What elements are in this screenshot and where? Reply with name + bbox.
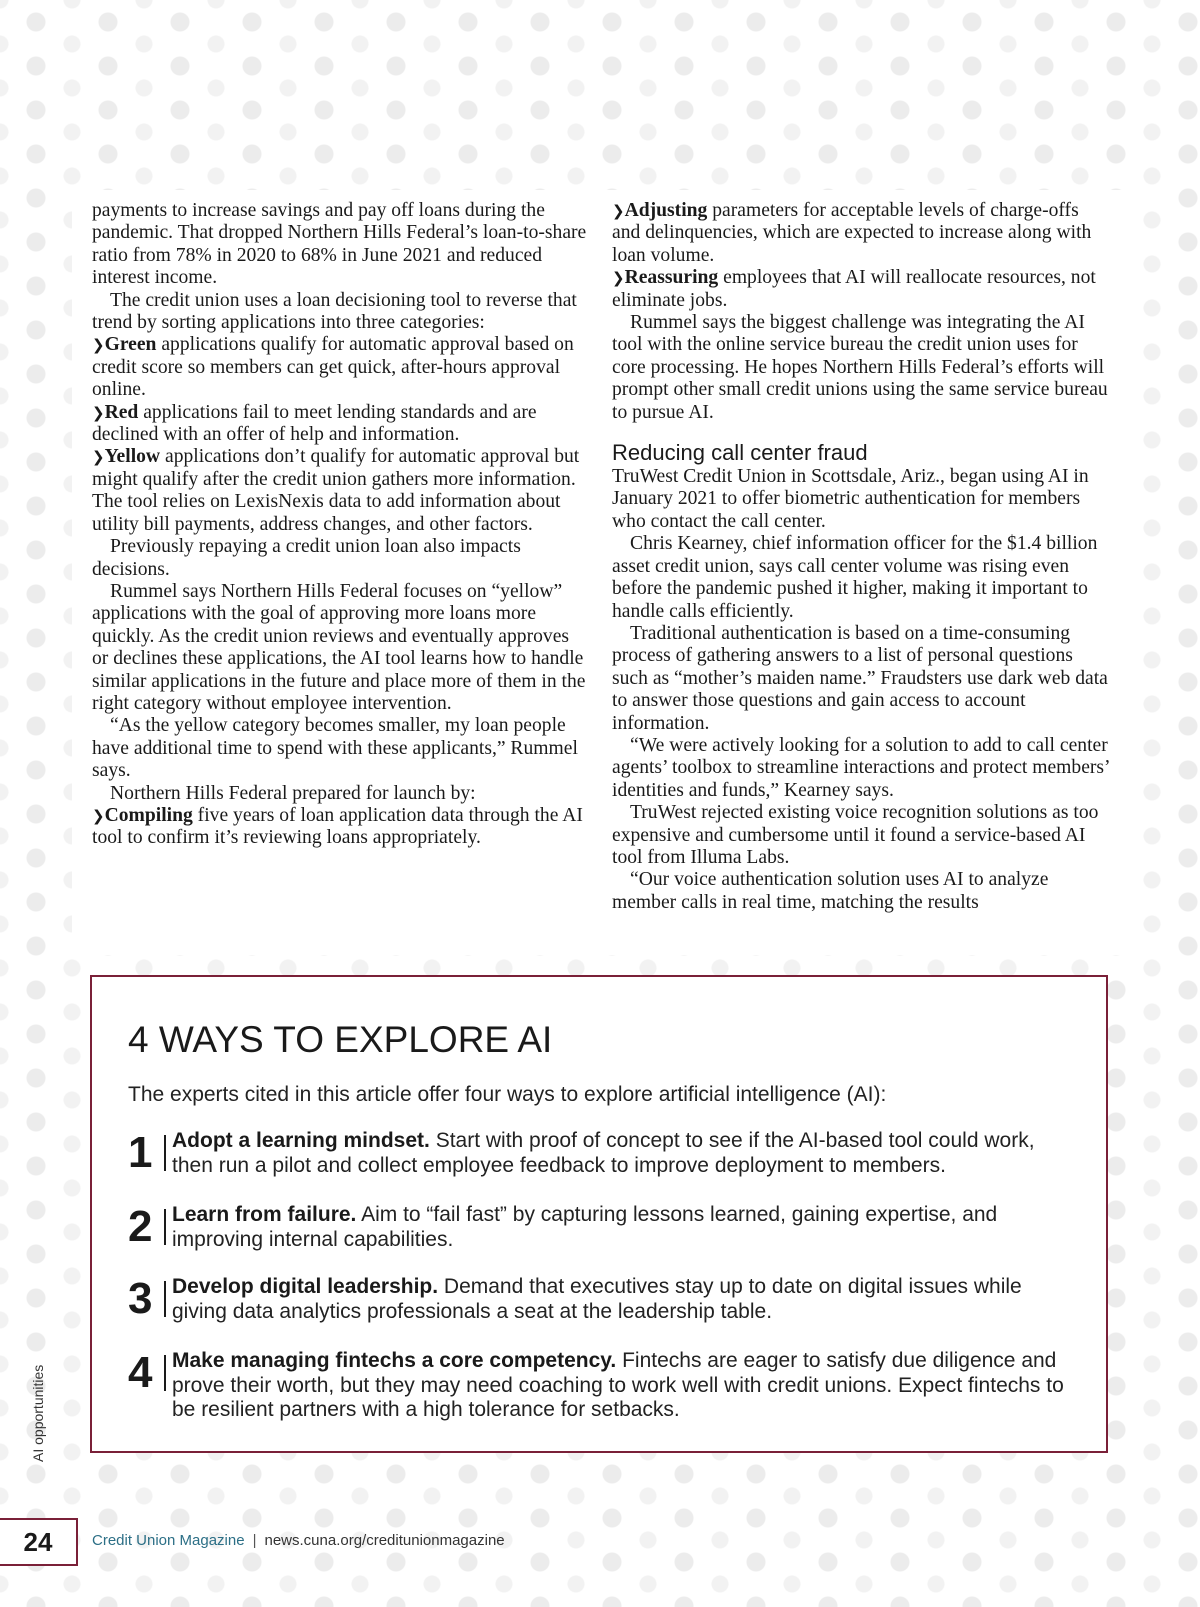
bullet-text: five years of loan application data through the AI tool to confirm it’s reviewing loans appropriately. bbox=[92, 804, 583, 849]
bullet-text: applications fail to meet lending standards and are declined with an offer of help and information. bbox=[92, 401, 537, 446]
paragraph: TruWest rejected existing voice recognition solutions as too expensive and cumbersome until it found a service-based AI tool from Illuma Labs. bbox=[612, 802, 1099, 868]
item-text bbox=[172, 1203, 1078, 1252]
item-text bbox=[172, 1275, 1078, 1324]
chevron-right-icon: ❯ bbox=[92, 403, 105, 422]
bullet-item bbox=[612, 200, 1110, 267]
bullet-text: parameters for acceptable levels of charge-offs and delinquencies, which are expected to increase along with loan volume. bbox=[612, 200, 1092, 266]
bullet-item bbox=[92, 805, 588, 850]
item-heading: Adopt a learning mindset. bbox=[172, 1129, 430, 1152]
footer-text bbox=[92, 1532, 505, 1549]
item-body: Fintechs are eager to satisfy due diligence and prove their worth, but they may need coaching to work well with credit unions. Expect fintechs to be resilient partners with a high tolerance for setbacks. bbox=[172, 1349, 1064, 1421]
item-number: 4 bbox=[128, 1348, 152, 1397]
page-footer bbox=[0, 1518, 1200, 1566]
bullet-item bbox=[92, 402, 588, 447]
sidebar-item-3 bbox=[128, 1275, 1078, 1324]
number-divider bbox=[164, 1135, 166, 1171]
item-heading: Make managing fintechs a core competency. bbox=[172, 1349, 617, 1372]
chevron-right-icon: ❯ bbox=[612, 202, 625, 220]
paragraph: “As the yellow category becomes smaller, my loan people have additional time to spend with these applicants,” Rummel says. bbox=[92, 715, 578, 782]
chevron-right-icon: ❯ bbox=[92, 806, 105, 825]
item-body: Demand that executives stay up to date on digital issues while giving data analytics professionals a seat at the leadership table. bbox=[172, 1275, 1022, 1323]
footer-url[interactable]: news.cuna.org/creditunionmagazine bbox=[264, 1532, 505, 1549]
item-text bbox=[172, 1129, 1078, 1178]
article-column-left bbox=[92, 200, 588, 850]
bullet-keyword: Yellow bbox=[104, 446, 161, 468]
paragraph: Rummel says the biggest challenge was integrating the AI tool with the online service bureau the credit union uses for core processing. He hopes Northern Hills Federal’s efforts will prompt other small credit unions using the same service bureau to pursue AI. bbox=[612, 312, 1108, 423]
bullet-keyword: Reassuring bbox=[624, 267, 719, 289]
bullet-item bbox=[612, 267, 1110, 312]
number-divider bbox=[164, 1209, 166, 1245]
bullet-text: applications qualify for automatic approval based on credit score so members can get quick, after-hours approval online. bbox=[92, 334, 574, 401]
bullet-keyword: Red bbox=[104, 401, 139, 423]
paragraph: Rummel says Northern Hills Federal focuses on “yellow” applications with the goal of approving more loans more quickly. As the credit union reviews and eventually approves or declines these applications, the AI tool learns how to handle similar applications in the future and place more of them in the right category without employee intervention. bbox=[92, 580, 586, 714]
bullet-keyword: Compiling bbox=[104, 804, 193, 826]
paragraph: Previously repaying a credit union loan also impacts decisions. bbox=[92, 536, 521, 580]
paragraph: The credit union uses a loan decisioning tool to reverse that trend by sorting applications into three categories: bbox=[92, 289, 577, 334]
paragraph: “We were actively looking for a solution to add to call center agents’ toolbox to streamline interactions and protect members’ identities and funds,” Kearney says. bbox=[612, 734, 1110, 801]
item-number: 1 bbox=[128, 1128, 152, 1177]
sidebar-title: 4 WAYS TO EXPLORE AI bbox=[128, 1019, 553, 1060]
page-number: 24 bbox=[0, 1518, 78, 1566]
chevron-right-icon: ❯ bbox=[92, 448, 105, 467]
bullet-text: applications don’t qualify for automatic approval but might qualify after the credit union gathers more information. The tool relies on LexisNexis data to add information about utility bill payments, address changes, and other factors. bbox=[92, 446, 580, 535]
paragraph: payments to increase savings and pay off loans during the pandemic. That dropped Northern Hills Federal’s loan-to-share ratio from 78% in 2020 to 68% in June 2021 and reduced interest income. bbox=[92, 200, 587, 289]
sidebar-item-4 bbox=[128, 1349, 1078, 1423]
sidebar-intro: The experts cited in this article offer four ways to explore artificial intelligence (AI): bbox=[128, 1083, 887, 1106]
bullet-keyword: Green bbox=[104, 334, 157, 356]
item-body: Aim to “fail fast” by capturing lessons learned, gaining expertise, and improving internal capabilities. bbox=[172, 1203, 998, 1251]
magazine-name: Credit Union Magazine bbox=[92, 1532, 245, 1549]
paragraph: Traditional authentication is based on a time-consuming process of gathering answers to a list of personal questions such as “mother’s maiden name.” Fraudsters use dark web data to answer those questions and gain access to account information. bbox=[612, 622, 1108, 734]
number-divider bbox=[164, 1355, 166, 1391]
paragraph: TruWest Credit Union in Scottsdale, Ariz., began using AI in January 2021 to offer biometric authentication for members who contact the call center. bbox=[612, 466, 1089, 532]
bullet-item bbox=[92, 446, 588, 536]
item-number: 3 bbox=[128, 1274, 152, 1323]
bullet-text: employees that AI will reallocate resources, not eliminate jobs. bbox=[612, 267, 1096, 311]
sidebar-item-2 bbox=[128, 1203, 1078, 1252]
section-heading: Reducing call center fraud bbox=[612, 440, 868, 466]
chevron-right-icon: ❯ bbox=[612, 269, 625, 288]
paragraph: Chris Kearney, chief information officer for the $1.4 billion asset credit union, says call center volume was rising even before the pandemic pushed it higher, making it important to handle calls efficiently. bbox=[612, 533, 1098, 622]
bullet-keyword: Adjusting bbox=[624, 200, 708, 221]
chevron-right-icon: ❯ bbox=[92, 336, 105, 355]
item-heading: Learn from failure. bbox=[172, 1203, 357, 1226]
number-divider bbox=[164, 1281, 166, 1317]
item-body: Start with proof of concept to see if the AI-based tool could work, then run a pilot and collect employee feedback to improve deployment to members. bbox=[172, 1129, 1035, 1177]
bullet-item bbox=[92, 334, 588, 401]
section-side-label: AI opportunities bbox=[30, 1364, 46, 1462]
item-text bbox=[172, 1349, 1078, 1423]
paragraph: Northern Hills Federal prepared for launch by: bbox=[110, 782, 476, 804]
paragraph: “Our voice authentication solution uses AI to analyze member calls in real time, matching the results bbox=[612, 869, 1049, 913]
article-column-right bbox=[612, 200, 1110, 914]
footer-separator: | bbox=[252, 1532, 257, 1549]
sidebar-item-1 bbox=[128, 1129, 1078, 1178]
item-number: 2 bbox=[128, 1202, 152, 1251]
sidebar-box bbox=[90, 975, 1108, 1453]
item-heading: Develop digital leadership. bbox=[172, 1275, 439, 1298]
